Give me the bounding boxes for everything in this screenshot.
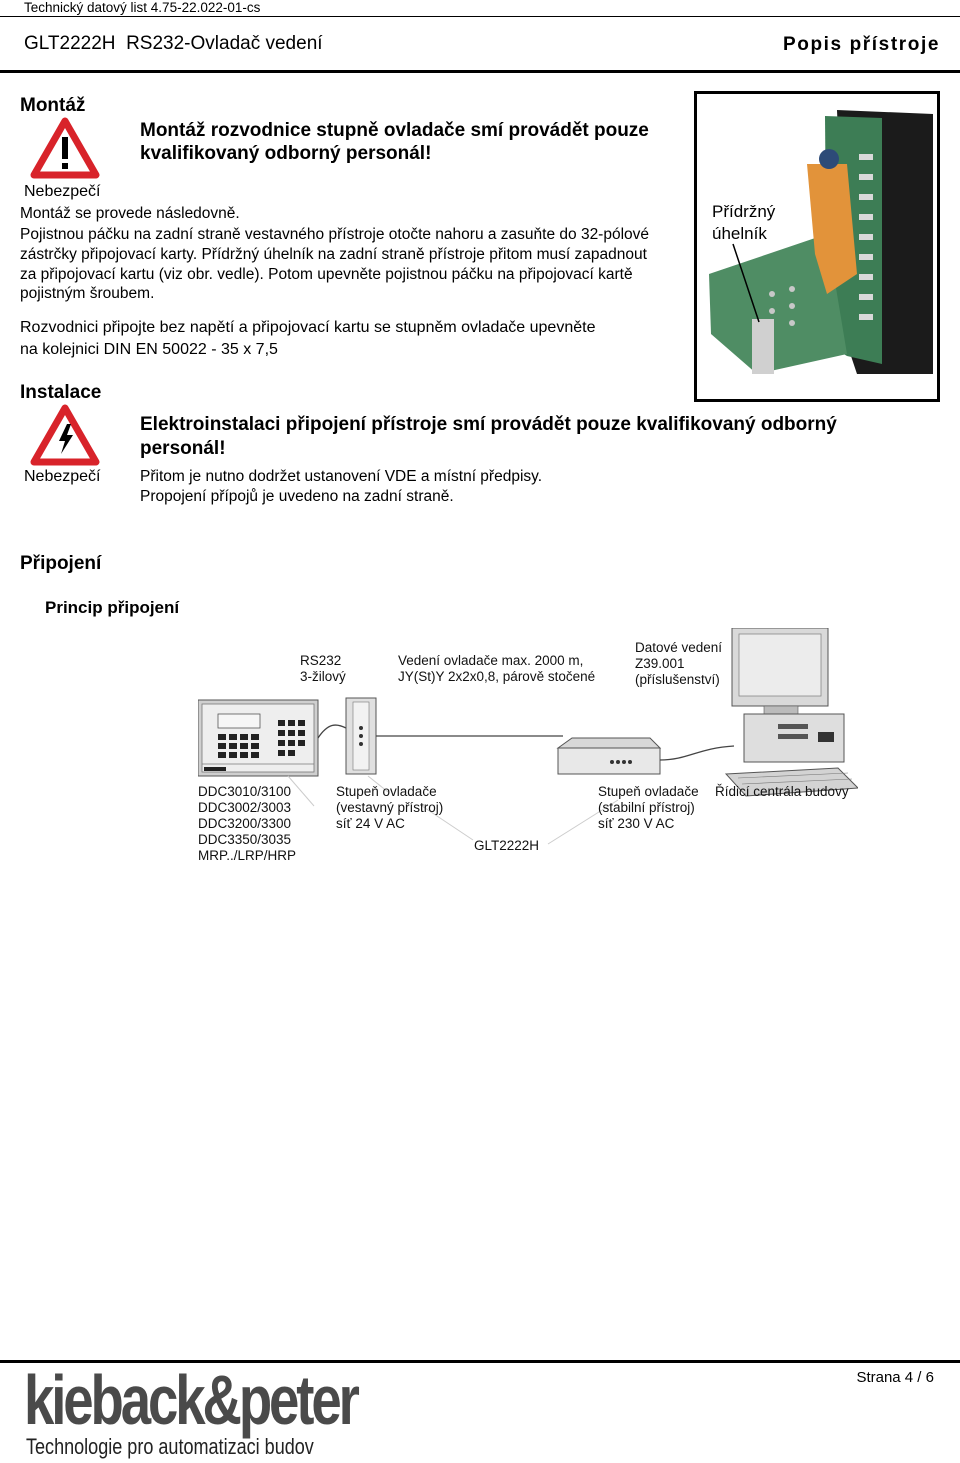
document-type: Popis přístroje [782, 34, 940, 55]
connection-diagram [198, 628, 858, 868]
photo-label-line-2: úhelník [712, 224, 767, 243]
montaz-intro: Montáž se provede následovně. [20, 205, 240, 222]
rail-line-1: Rozvodnici připojte bez napětí a připojovací kartu se stupněm ovladače upevněte [20, 319, 596, 336]
label-ridici-centrala: Řídicí centrála budovy [715, 784, 849, 799]
photo-label [712, 201, 775, 245]
label-stupen-s-3: síť 230 V AC [598, 816, 675, 831]
montaz-line-4: pojistným šroubem. [20, 285, 155, 302]
circuit-card-illustration [697, 94, 937, 399]
label-datove-vedeni [635, 640, 722, 688]
label-ddc-4: DDC3350/3035 [198, 832, 292, 847]
label-stupen-v-3: síť 24 V AC [336, 816, 405, 831]
label-stupen-s-2: (stabilní přístroj) [598, 800, 695, 815]
instalace-warning-line-1: Elektroinstalaci připojení přístroje smí provádět pouze kvalifikovaný odborný [140, 414, 837, 435]
instalace-note-2: Propojení přípojů je uvedeno na zadní straně. [140, 488, 454, 505]
label-vedeni-line-1: Vedení ovladače max. 2000 m, [398, 653, 584, 668]
subheading-princip: Princip připojení [45, 598, 180, 617]
section-heading-pripojeni: Připojení [20, 553, 102, 574]
logo-tagline: Technologie pro automatizaci budov [26, 1434, 314, 1459]
label-datove-line-3: (příslušenství) [635, 672, 720, 687]
section-heading-instalace: Instalace [20, 382, 102, 403]
label-vedeni [398, 653, 595, 685]
electrical-hazard-icon [30, 404, 100, 466]
montaz-line-3: za připojovací kartu (viz obr. vedle). Potom upevněte pojistnou páčku na připojovací kartě [20, 266, 633, 283]
label-ddc-5: MRP../LRP/HRP [198, 848, 297, 863]
instalace-note-1: Přitom je nutno dodržet ustanovení VDE a místní předpisy. [140, 468, 543, 485]
document-title: GLT2222H RS232-Ovladač vedení [24, 33, 323, 54]
label-stupen-vestavny [336, 784, 443, 832]
section-heading-montaz: Montáž [20, 95, 86, 116]
danger-label-instalace: Nebezpečí [24, 468, 101, 485]
mounting-photo [694, 91, 940, 402]
danger-label: Nebezpečí [24, 183, 101, 200]
label-datove-line-1: Datové vedení [635, 640, 723, 655]
document-reference: Technický datový list 4.75-22.022-01-cs [24, 0, 261, 15]
montaz-line-2: zástrčky připojovací karty. Přídržný úhelník na zadní straně přístroje přitom musí zapadnout [20, 246, 647, 263]
label-vedeni-line-2: JY(St)Y 2x2x0,8, párově stočené [398, 669, 596, 684]
label-rs232 [300, 653, 346, 685]
label-stupen-s-1: Stupeň ovladače [598, 784, 699, 799]
header-rule-top [0, 16, 960, 17]
label-stupen-stabilni [598, 784, 699, 832]
label-rs232-line-1: RS232 [300, 653, 342, 668]
warning-triangle-icon [30, 117, 100, 179]
label-glt: GLT2222H [474, 838, 540, 853]
label-stupen-v-2: (vestavný přístroj) [336, 800, 444, 815]
montaz-warning-text: Montáž rozvodnice stupně ovladače smí provádět pouze kvalifikovaný odborný personál! [140, 120, 649, 164]
label-datove-line-2: Z39.001 [635, 656, 685, 671]
label-ddc-2: DDC3002/3003 [198, 800, 292, 815]
label-ddc-list [198, 784, 296, 864]
rail-line-2: na kolejnici DIN EN 50022 - 35 x 7,5 [20, 341, 278, 358]
label-ddc-3: DDC3200/3300 [198, 816, 292, 831]
label-rs232-line-2: 3-žilový [300, 669, 346, 684]
header-rule-bottom [0, 70, 960, 73]
photo-label-line-1: Přídržný [712, 202, 776, 221]
page-number: Strana 4 / 6 [856, 1369, 934, 1386]
label-stupen-v-1: Stupeň ovladače [336, 784, 437, 799]
kieback-peter-logo: kieback&peter [24, 1361, 357, 1439]
montaz-line-1: Pojistnou páčku na zadní straně vestavného přístroje otočte nahoru a zasuňte do 32-pólové [20, 226, 650, 243]
label-ddc-1: DDC3010/3100 [198, 784, 292, 799]
instalace-warning-line-2: personál! [140, 438, 226, 459]
